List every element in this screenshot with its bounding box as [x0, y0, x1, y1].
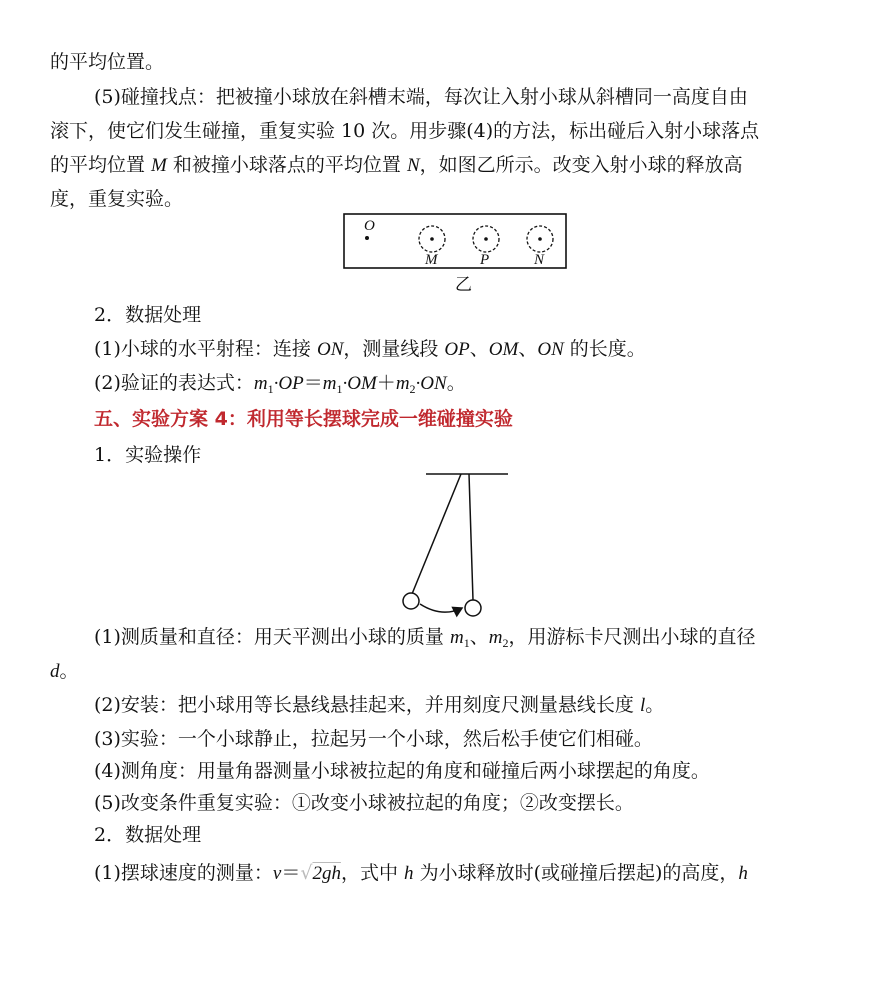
figure-pendulum — [396, 468, 526, 624]
section-heading — [94, 404, 513, 434]
section-title — [94, 440, 201, 470]
text-segment: 的平均位置。 — [50, 51, 165, 73]
text-line — [94, 724, 653, 754]
text-segment: 的长度。 — [563, 338, 646, 360]
point-O — [365, 236, 369, 240]
text-line — [50, 184, 183, 214]
subscript: 1 — [336, 382, 343, 396]
text-segment: 的平均位置 — [50, 154, 152, 176]
var: ON — [316, 339, 344, 360]
landing-box — [344, 214, 566, 268]
point-M — [430, 237, 434, 241]
label-P: P — [480, 252, 490, 268]
var: h — [738, 863, 748, 884]
pendulum-string-1 — [412, 474, 461, 594]
text-segment: ，测量线段 — [343, 338, 445, 360]
pendulum-string-2 — [469, 474, 473, 600]
text-segment: (3)实验：一个小球静止，拉起另一个小球，然后松手使它们相碰。 — [94, 728, 653, 750]
text-segment: 、 — [469, 626, 489, 648]
text-line — [94, 690, 664, 721]
text-segment: 2．数据处理 — [94, 304, 202, 326]
section-title — [94, 820, 201, 850]
text-segment: ＝ — [281, 862, 301, 884]
var: l — [639, 695, 646, 716]
var: ·ON — [415, 373, 447, 394]
text-segment: 、 — [518, 338, 538, 360]
text-segment: 度，重复实验。 — [50, 188, 184, 210]
text-segment: (4)测角度：用量角器测量小球被拉起的角度和碰撞后两小球摆起的角度。 — [94, 760, 710, 782]
text-segment: 2．数据处理 — [94, 824, 202, 846]
subscript: 1 — [463, 636, 470, 650]
pendulum-svg — [396, 468, 526, 624]
var-N: N — [406, 155, 420, 176]
subscript: 2 — [409, 382, 416, 396]
text-segment: (5)碰撞找点：把被撞小球放在斜槽末端，每次让入射小球从斜槽同一高度自由 — [94, 86, 748, 108]
section-title — [94, 300, 201, 330]
var: h — [404, 863, 414, 884]
label-N: N — [534, 252, 545, 268]
text-segment: (5)改变条件重复实验：①改变小球被拉起的角度；②改变摆长。 — [94, 792, 634, 814]
ball-1 — [403, 593, 419, 609]
var-M: M — [151, 155, 167, 176]
var: m — [395, 373, 410, 394]
subscript: 1 — [267, 382, 274, 396]
text-segment: 1．实验操作 — [94, 444, 202, 466]
text-segment: (2)验证的表达式： — [94, 372, 254, 394]
var: m — [253, 373, 268, 394]
label-M: M — [425, 252, 438, 268]
text-segment: 。 — [59, 660, 79, 682]
var: ON — [537, 339, 564, 360]
text-segment: (1)小球的水平射程：连接 — [94, 338, 317, 360]
var: m — [488, 627, 503, 648]
text-segment: 和被撞小球落点的平均位置 — [166, 154, 407, 176]
point-N — [538, 237, 542, 241]
text-line — [94, 622, 755, 658]
text-line — [50, 656, 79, 687]
var: d — [50, 661, 60, 682]
var: ·OP — [273, 373, 304, 394]
text-segment: ＋ — [376, 372, 396, 394]
var: v — [272, 863, 282, 884]
text-segment: 。 — [645, 694, 665, 716]
figure-landing-points — [340, 212, 570, 295]
text-segment: 为小球释放时(或碰撞后摆起)的高度， — [413, 862, 739, 884]
text-line — [50, 116, 759, 146]
text-segment: 滚下，使它们发生碰撞，重复实验 10 次。用步骤(4)的方法，标出碰后入射小球落点 — [50, 120, 760, 142]
text-line — [94, 756, 710, 786]
var: m — [322, 373, 337, 394]
expression: 2gh — [312, 863, 341, 884]
text-line — [94, 334, 646, 365]
text-line — [94, 82, 748, 112]
text-line — [94, 788, 634, 818]
text-line — [94, 368, 466, 404]
text-segment: 。 — [446, 372, 466, 394]
point-P — [484, 237, 488, 241]
swing-arrow — [420, 604, 462, 612]
text-segment: 、 — [469, 338, 489, 360]
text-segment: ＝ — [303, 372, 323, 394]
text-segment: ，式中 — [340, 862, 405, 884]
ball-2 — [465, 600, 481, 616]
var: OP — [444, 339, 470, 360]
label-O: O — [364, 218, 375, 234]
subscript: 2 — [502, 636, 509, 650]
var: m — [449, 627, 464, 648]
text-line — [94, 858, 748, 889]
figure-caption: 乙 — [455, 275, 472, 295]
text-line — [50, 150, 743, 181]
text-segment: (2)安装：把小球用等长悬线悬挂起来，并用刻度尺测量悬线长度 — [94, 694, 640, 716]
var: OM — [488, 339, 519, 360]
text-segment: ，如图乙所示。改变入射小球的释放高 — [419, 154, 743, 176]
text-segment: (1)摆球速度的测量： — [94, 862, 273, 884]
var: ·OM — [342, 373, 377, 394]
text-segment: (1)测质量和直径：用天平测出小球的质量 — [94, 626, 450, 648]
sqrt-symbol: √ — [300, 862, 313, 884]
heading-text: 五、实验方案 4：利用等长摆球完成一维碰撞实验 — [94, 408, 513, 430]
text-segment: ，用游标卡尺测出小球的直径 — [508, 626, 756, 648]
text-line — [50, 47, 164, 77]
